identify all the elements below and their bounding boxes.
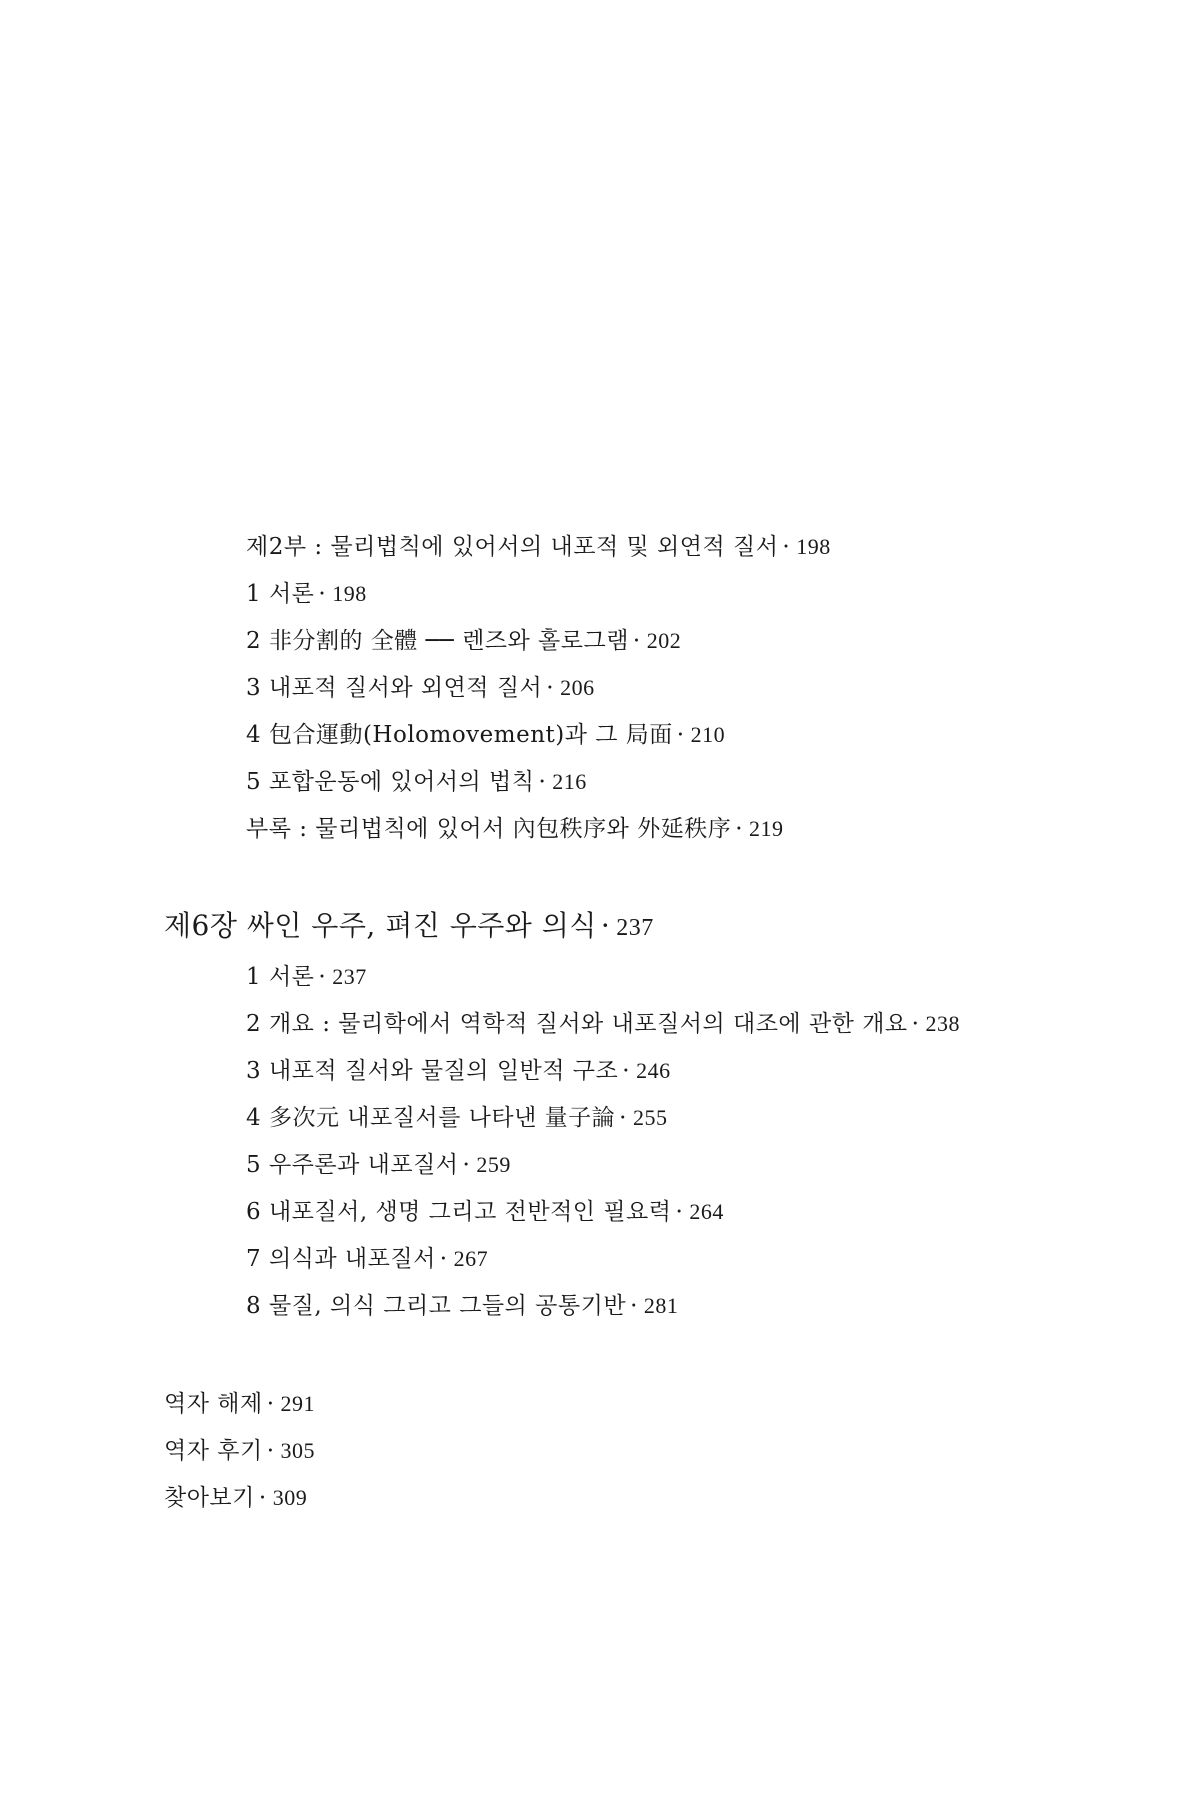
toc-entry xyxy=(246,1197,724,1227)
entry-label: 부록 : 물리법칙에 있어서 內包秩序와 外延秩序 xyxy=(246,816,732,842)
separator-dot: · xyxy=(911,1011,920,1037)
separator-dot: · xyxy=(600,909,611,942)
toc-entry xyxy=(246,579,367,609)
separator-dot: · xyxy=(439,1246,448,1272)
toc-entry xyxy=(246,1244,488,1274)
toc-entry xyxy=(246,1103,667,1133)
backmatter-entry xyxy=(164,1389,315,1419)
separator-dot: · xyxy=(782,534,791,560)
page-number: 267 xyxy=(453,1246,489,1271)
separator-dot: · xyxy=(266,1438,275,1464)
page-number: 198 xyxy=(332,581,367,606)
entry-label: 6 내포질서, 생명 그리고 전반적인 필요력 xyxy=(246,1199,672,1225)
toc-entry xyxy=(246,814,784,844)
page-number: 259 xyxy=(476,1152,511,1177)
page-number: 216 xyxy=(552,769,587,794)
separator-dot: · xyxy=(735,816,744,842)
part2-heading xyxy=(246,532,831,562)
entry-label: 제2부 : 물리법칙에 있어서의 내포적 및 외연적 질서 xyxy=(246,534,779,560)
backmatter-entry xyxy=(164,1436,315,1466)
page-number: 237 xyxy=(332,964,367,989)
separator-dot: · xyxy=(318,964,327,990)
separator-dot: · xyxy=(462,1152,471,1178)
separator-dot: · xyxy=(258,1485,267,1511)
entry-label: 역자 후기 xyxy=(164,1438,263,1464)
toc-entry xyxy=(246,1150,511,1180)
page-number: 198 xyxy=(796,534,831,559)
separator-dot: · xyxy=(619,1105,627,1131)
toc-entry xyxy=(246,1009,960,1039)
entry-label: 1 서론 xyxy=(246,964,315,990)
toc-entry xyxy=(246,673,595,703)
page-number: 281 xyxy=(643,1293,679,1318)
backmatter-entry xyxy=(164,1483,307,1513)
entry-label: 찾아보기 xyxy=(164,1485,255,1511)
entry-label: 역자 해제 xyxy=(164,1391,263,1417)
toc-entry xyxy=(246,1056,671,1086)
entry-label: 5 포합운동에 있어서의 법칙 xyxy=(246,769,535,795)
entry-label: 5 우주론과 내포질서 xyxy=(246,1152,459,1178)
toc-entry xyxy=(246,962,367,992)
separator-dot: · xyxy=(266,1391,275,1417)
entry-label: 4 包合運動(Holomovement)과 그 局面 xyxy=(246,722,673,748)
toc-entry xyxy=(246,626,681,656)
page-number: 305 xyxy=(280,1438,315,1463)
entry-label: 2 개요 : 물리학에서 역학적 질서와 내포질서의 대조에 관한 개요 xyxy=(246,1011,908,1037)
entry-label: 8 물질, 의식 그리고 그들의 공통기반 xyxy=(246,1293,627,1319)
entry-label: 3 내포적 질서와 물질의 일반적 구조 xyxy=(246,1058,619,1084)
entry-label: 2 非分割的 全體 ── 렌즈와 홀로그램 xyxy=(246,628,629,654)
page-number: 246 xyxy=(636,1058,671,1083)
page-number: 237 xyxy=(616,915,654,941)
entry-label: 1 서론 xyxy=(246,581,315,607)
toc-entry xyxy=(246,767,587,797)
toc-entry xyxy=(246,720,725,750)
separator-dot: · xyxy=(546,675,555,701)
separator-dot: · xyxy=(538,769,547,795)
chapter-title xyxy=(164,909,654,945)
separator-dot: · xyxy=(676,722,685,748)
page-number: 219 xyxy=(749,816,784,841)
toc-entry xyxy=(246,1291,678,1321)
separator-dot: · xyxy=(622,1058,631,1084)
page-number: 264 xyxy=(689,1199,724,1224)
entry-label: 제6장 싸인 우주, 펴진 우주와 의식 xyxy=(164,909,597,942)
separator-dot: · xyxy=(675,1199,684,1225)
entry-label: 4 多次元 내포질서를 나타낸 量子論 xyxy=(246,1105,616,1131)
page-number: 210 xyxy=(690,722,726,747)
page-number: 206 xyxy=(560,675,595,700)
page-number: 309 xyxy=(272,1485,308,1510)
separator-dot: · xyxy=(632,628,641,654)
page-number: 238 xyxy=(925,1011,960,1036)
page-number: 202 xyxy=(646,628,682,653)
page-number: 291 xyxy=(280,1391,315,1416)
separator-dot: · xyxy=(318,581,327,607)
entry-label: 3 내포적 질서와 외연적 질서 xyxy=(246,675,543,701)
separator-dot: · xyxy=(630,1293,638,1319)
entry-label: 7 의식과 내포질서 xyxy=(246,1246,436,1272)
page-number: 255 xyxy=(632,1105,668,1130)
